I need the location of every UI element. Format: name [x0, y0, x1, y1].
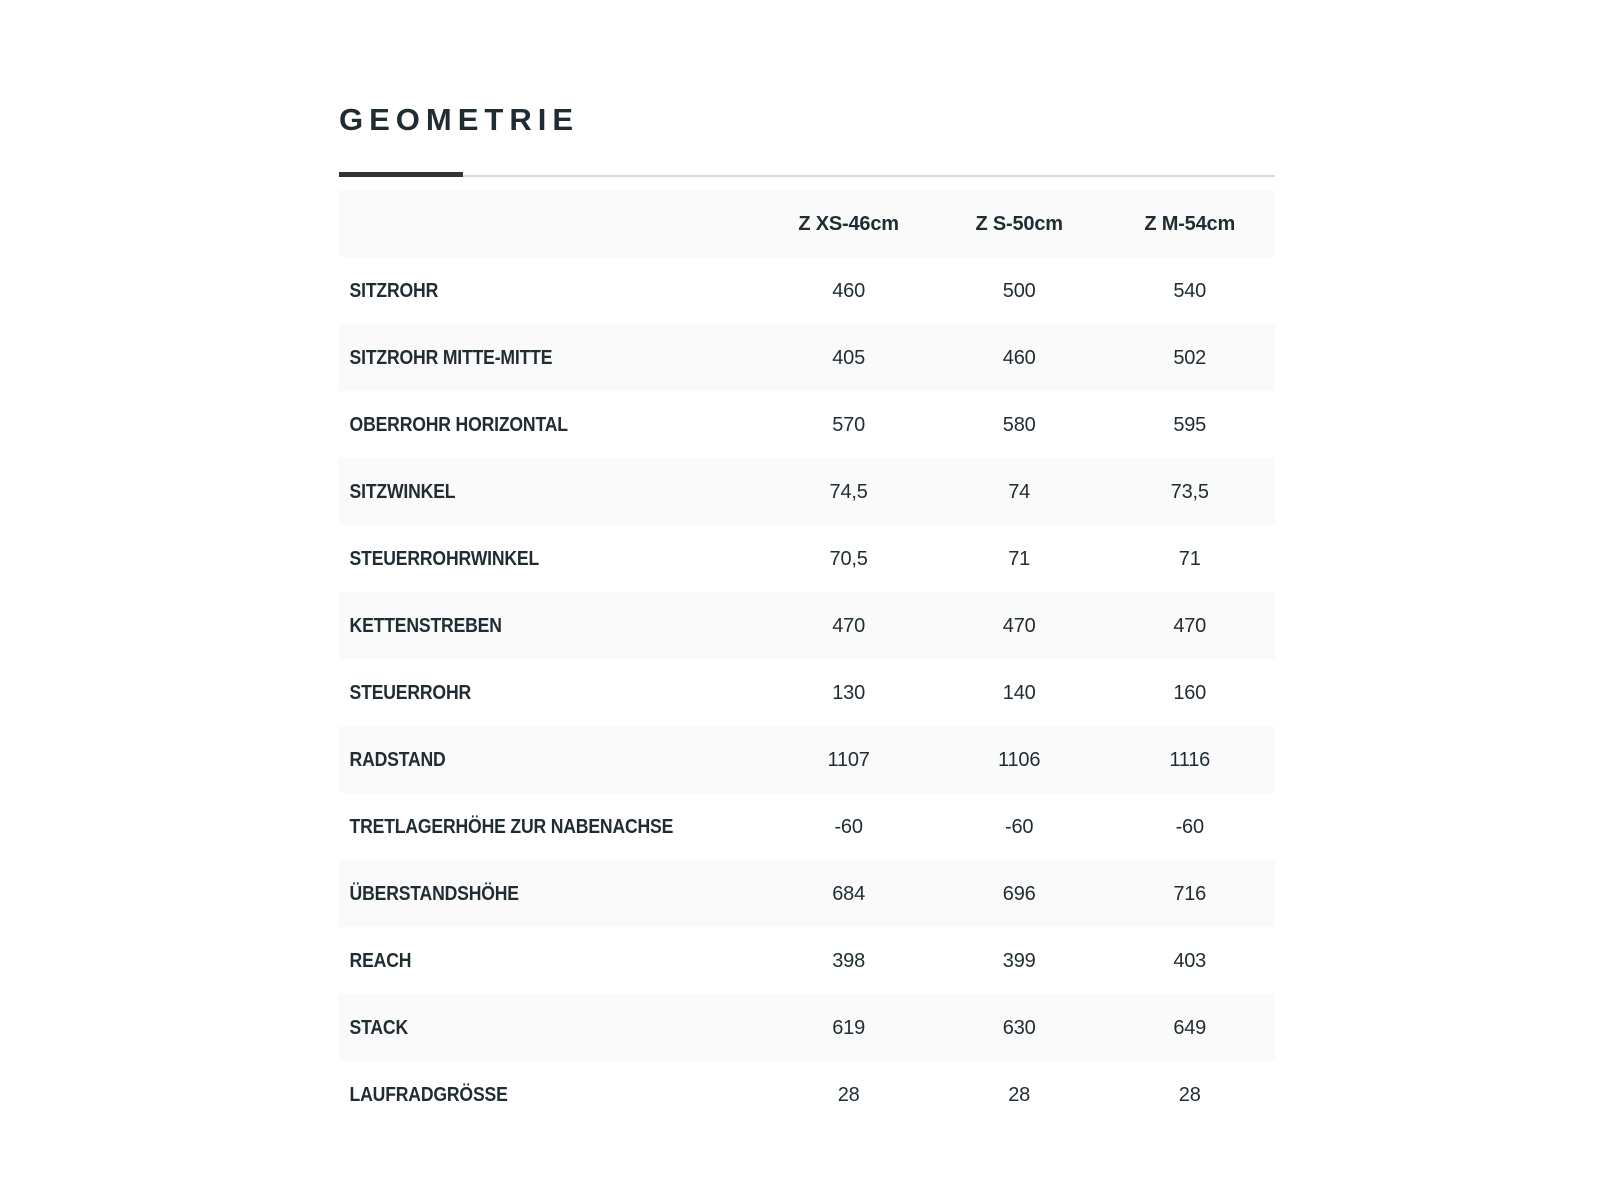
row-label: RADSTAND [349, 748, 446, 771]
row-label: SITZROHR MITTE-MITTE [349, 346, 553, 369]
row-label: KETTENSTREBEN [349, 614, 502, 637]
table-row [339, 324, 1275, 391]
value-cell-s: 399 [1002, 949, 1036, 972]
row-label: LAUFRADGRÖSSE [349, 1083, 508, 1106]
value-cell-xs: 70,5 [829, 547, 868, 570]
value-cell-m: 71 [1178, 547, 1201, 570]
value-cell-xs: 619 [832, 1016, 865, 1039]
value-cell-m: 595 [1173, 413, 1207, 436]
table-row [339, 860, 1275, 927]
row-label: SITZROHR [349, 279, 439, 302]
value-cell-s: 1106 [998, 748, 1041, 771]
value-cell-s: 74 [1008, 480, 1031, 503]
value-cell-s: 696 [1002, 882, 1036, 905]
value-cell-s: 140 [1002, 681, 1036, 704]
value-cell-m: 716 [1173, 882, 1207, 905]
value-cell-m: 1116 [1169, 748, 1211, 771]
table-row [339, 793, 1275, 860]
value-cell-s: 460 [1002, 346, 1036, 369]
size-header-xs: Z XS-46cm [798, 212, 899, 235]
table-row [339, 391, 1275, 458]
header-label-empty [339, 190, 712, 257]
value-cell-xs: 1107 [827, 748, 870, 771]
value-cell-s: 580 [1002, 413, 1036, 436]
table-row [339, 592, 1275, 659]
table-row [339, 257, 1275, 324]
value-cell-s: 71 [1008, 547, 1031, 570]
table-row [339, 659, 1275, 726]
row-label: STEUERROHR [349, 681, 472, 704]
value-cell-m: 502 [1173, 346, 1207, 369]
table-row [339, 927, 1275, 994]
value-cell-xs: 130 [832, 681, 865, 704]
value-cell-m: 403 [1173, 949, 1207, 972]
value-cell-m: 73,5 [1170, 480, 1209, 503]
value-cell-s: -60 [1005, 815, 1034, 838]
row-label: OBERROHR HORIZONTAL [349, 413, 568, 436]
section-title: GEOMETRIE [339, 102, 580, 137]
table-row [339, 1061, 1275, 1128]
table-header-row [339, 190, 1275, 257]
value-cell-xs: 460 [832, 279, 865, 302]
value-cell-xs: 28 [837, 1083, 860, 1106]
title-accent-bar [339, 172, 463, 177]
value-cell-xs: 405 [832, 346, 865, 369]
value-cell-s: 500 [1002, 279, 1036, 302]
value-cell-xs: 684 [832, 882, 865, 905]
value-cell-xs: -60 [834, 815, 863, 838]
value-cell-xs: 74,5 [829, 480, 868, 503]
value-cell-m: 649 [1173, 1016, 1207, 1039]
value-cell-xs: 470 [832, 614, 865, 637]
row-label: REACH [349, 949, 412, 972]
value-cell-m: -60 [1175, 815, 1204, 838]
title-divider [339, 175, 1275, 177]
size-header-s: Z S-50cm [975, 212, 1063, 235]
table-row [339, 994, 1275, 1061]
geometry-table [339, 190, 1275, 1128]
value-cell-s: 28 [1008, 1083, 1031, 1106]
value-cell-s: 630 [1002, 1016, 1036, 1039]
row-label: SITZWINKEL [349, 480, 456, 503]
value-cell-xs: 398 [832, 949, 865, 972]
row-label: ÜBERSTANDSHÖHE [349, 882, 519, 905]
value-cell-m: 28 [1178, 1083, 1201, 1106]
geometry-section [339, 96, 1275, 1128]
value-cell-m: 470 [1173, 614, 1207, 637]
row-label: TRETLAGERHÖHE ZUR NABENACHSE [349, 815, 674, 838]
value-cell-m: 160 [1173, 681, 1207, 704]
size-header-m: Z M-54cm [1144, 212, 1236, 235]
value-cell-m: 540 [1173, 279, 1207, 302]
table-row [339, 726, 1275, 793]
row-label: STEUERROHRWINKEL [349, 547, 540, 570]
table-row [339, 525, 1275, 592]
table-row [339, 458, 1275, 525]
value-cell-xs: 570 [832, 413, 865, 436]
value-cell-s: 470 [1002, 614, 1036, 637]
row-label: STACK [349, 1016, 408, 1039]
